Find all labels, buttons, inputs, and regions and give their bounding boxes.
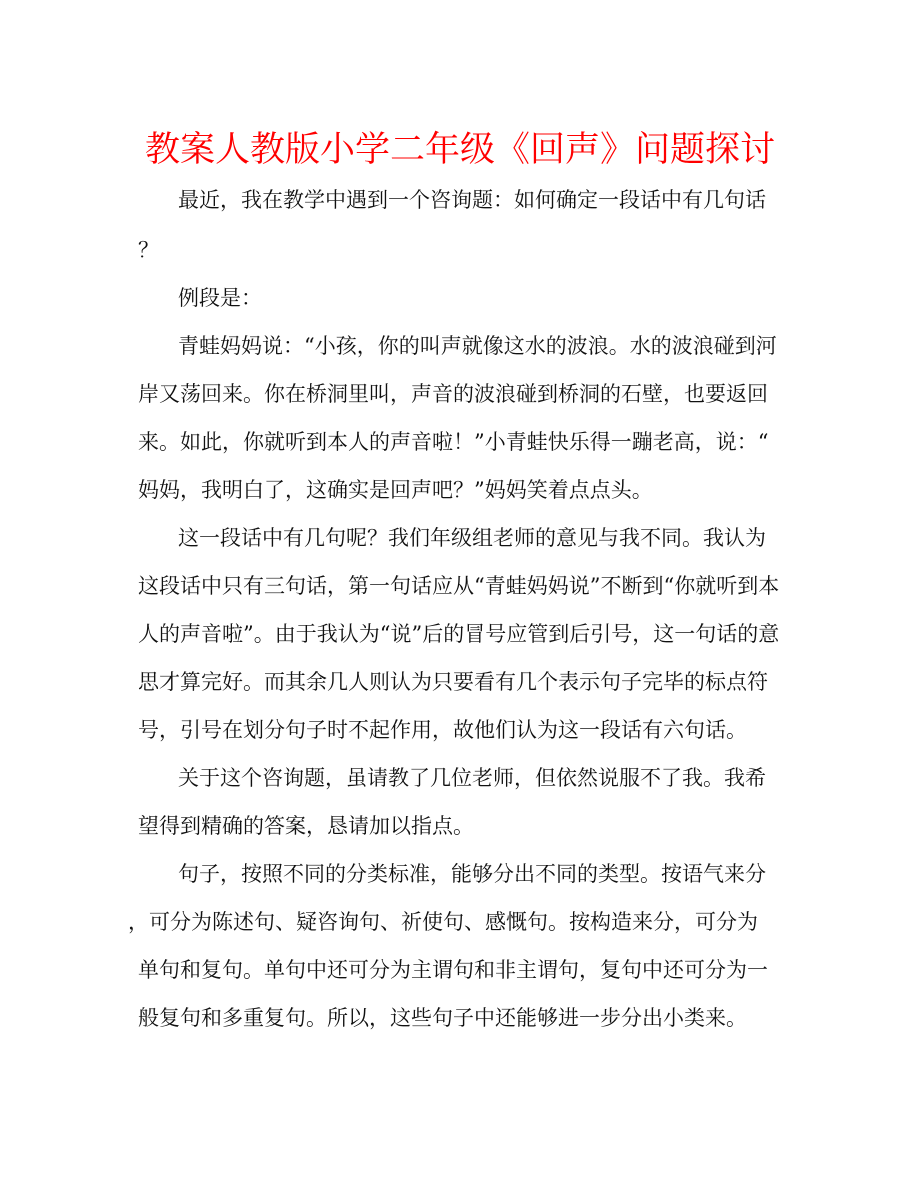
text-line: 关于这个咨询题，虽请教了几位老师，但依然说服不了我。我希 [178, 766, 766, 790]
paragraph-3-line-2 [0, 374, 920, 414]
text-line: 单句和复句。单句中还可分为主谓句和非主谓句，复句中还可分为一 [138, 958, 768, 982]
text-line: 岸又荡回来。你在桥洞里叫，声音的波浪碰到桥洞的石壁，也要返回 [138, 382, 768, 406]
paragraph-3-line-1 [0, 326, 920, 366]
text-line: 这一段话中有几句呢？我们年级组老师的意见与我不同。我认为 [178, 526, 766, 550]
text-line: 最近，我在教学中遇到一个咨询题：如何确定一段话中有几句话 [178, 188, 766, 212]
text-line: 般复句和多重复句。所以，这些句子中还能够进一步分出小类来。 [138, 1006, 747, 1030]
text-line: 妈妈，我明白了，这确实是回声吧？”妈妈笑着点点头。 [138, 478, 653, 502]
paragraph-6-line-4 [0, 998, 920, 1038]
document-title: 教案人教版小学二年级《回声》问题探讨 [144, 130, 775, 170]
paragraph-4-line-5 [0, 710, 920, 750]
paragraph-1-line-1 [0, 180, 920, 220]
text-line: 人的声音啦”。由于我认为“说”后的冒号应管到后引号，这一句话的意 [138, 622, 780, 646]
text-line: 来。如此，你就听到本人的声音啦！”小青蛙快乐得一蹦老高，说：“ [138, 430, 769, 454]
text-line: 句子，按照不同的分类标准，能够分出不同的类型。按语气来分 [178, 862, 766, 886]
paragraph-4-line-2 [0, 566, 920, 606]
paragraph-6-line-2 [0, 902, 920, 942]
paragraph-4-line-4 [0, 662, 920, 702]
paragraph-5-line-1 [0, 758, 920, 798]
paragraph-3-line-3 [0, 422, 920, 462]
paragraph-5-line-2 [0, 806, 920, 846]
paragraph-2-line-1 [0, 278, 920, 318]
paragraph-6-line-3 [0, 950, 920, 990]
text-line: ，可分为陈述句、疑咨询句、祈使句、感慨句。按构造来分，可分为 [128, 910, 758, 934]
text-line: 思才算完好。而其余几人则认为只要看有几个表示句子完毕的标点符 [138, 670, 768, 694]
paragraph-4-line-1 [0, 518, 920, 558]
paragraph-6-line-1 [0, 854, 920, 894]
paragraph-3-line-4 [0, 470, 920, 510]
text-line: 望得到精确的答案，恳请加以指点。 [138, 814, 474, 838]
paragraph-4-line-3 [0, 614, 920, 654]
text-line: 这段话中只有三句话，第一句话应从“青蛙妈妈说”不断到“你就听到本 [138, 574, 780, 598]
text-line: ？ [138, 238, 159, 262]
text-line: 青蛙妈妈说：“小孩，你的叫声就像这水的波浪。水的波浪碰到河 [178, 334, 777, 358]
text-line: 例段是： [178, 286, 262, 310]
text-line: 号，引号在划分句子时不起作用，故他们认为这一段话有六句话。 [138, 718, 747, 742]
paragraph-1-line-2 [0, 230, 920, 270]
